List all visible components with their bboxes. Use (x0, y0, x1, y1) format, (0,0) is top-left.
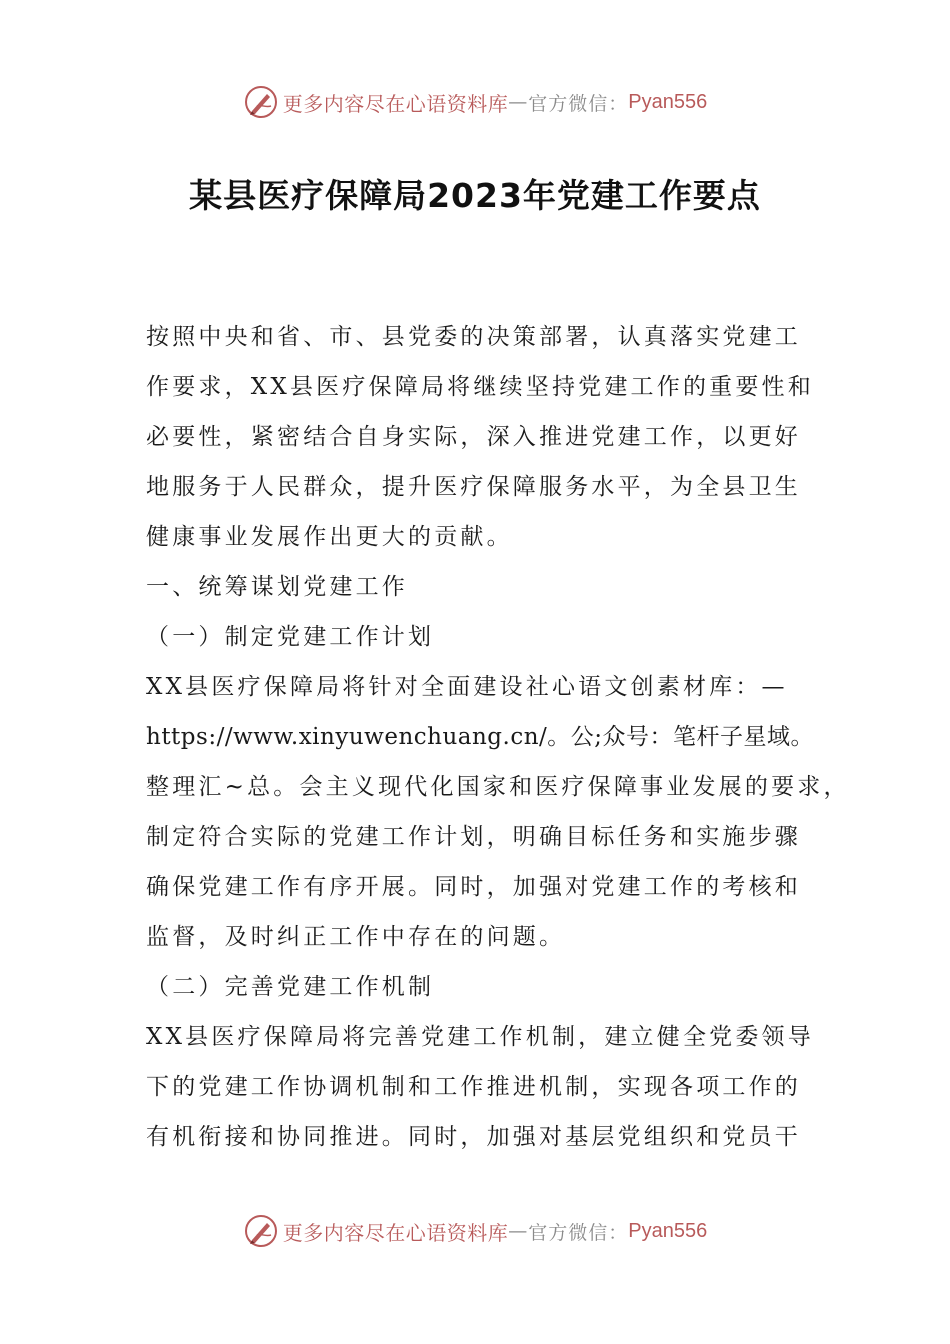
section-heading-1: 一、统筹谋划党建工作 (146, 574, 408, 600)
body-line: XX县医疗保障局将针对全面建设社心语文创素材库：— (146, 674, 788, 700)
body-line: 整理汇~总。会主义现代化国家和医疗保障事业发展的要求， (146, 774, 850, 800)
banner-dash: — (508, 91, 529, 113)
banner-main-text: 更多内容尽在心语资料库 (282, 91, 509, 116)
banner-wechat-id: Pyan556 (628, 1219, 708, 1242)
banner-sub-text: 官方微信： (528, 92, 629, 115)
body-line: 必要性，紧密结合自身实际，深入推进党建工作，以更好 (146, 424, 801, 450)
subsection-heading-1: （一）制定党建工作计划 (146, 624, 435, 650)
body-line-url: https://www.xinyuwenchuang.cn/。公;众号：笔杆子星域。 (146, 724, 815, 750)
body-line: 有机衔接和协同推进。同时，加强对基层党组织和党员干 (146, 1124, 801, 1150)
document-body (146, 312, 850, 1162)
body-line: 确保党建工作有序开展。同时，加强对党建工作的考核和 (146, 874, 801, 900)
subsection-heading-2: （二）完善党建工作机制 (146, 974, 435, 1000)
document-title: 某县医疗保障局2023年党建工作要点 (189, 176, 761, 215)
body-line: 下的党建工作协调机制和工作推进机制，实现各项工作的 (146, 1074, 801, 1100)
banner-wechat-id: Pyan556 (628, 90, 708, 113)
body-line: 按照中央和省、市、县党委的决策部署，认真落实党建工 (146, 324, 801, 350)
banner-dash: — (508, 1220, 529, 1242)
banner-main-text: 更多内容尽在心语资料库 (282, 1220, 509, 1245)
header-watermark-banner (0, 82, 950, 122)
banner-sub-text: 官方微信： (528, 1221, 629, 1244)
body-line: 作要求，XX县医疗保障局将继续坚持党建工作的重要性和 (146, 374, 814, 400)
pen-logo-icon (243, 84, 279, 120)
body-line: 健康事业发展作出更大的贡献。 (146, 524, 513, 550)
body-line: 地服务于人民群众，提升医疗保障服务水平，为全县卫生 (146, 474, 801, 500)
pen-logo-icon (243, 1213, 279, 1249)
body-line: 制定符合实际的党建工作计划，明确目标任务和实施步骤 (146, 824, 801, 850)
footer-watermark-banner (0, 1211, 950, 1251)
body-line: XX县医疗保障局将完善党建工作机制，建立健全党委领导 (146, 1024, 814, 1050)
body-line: 监督，及时纠正工作中存在的问题。 (146, 924, 566, 950)
